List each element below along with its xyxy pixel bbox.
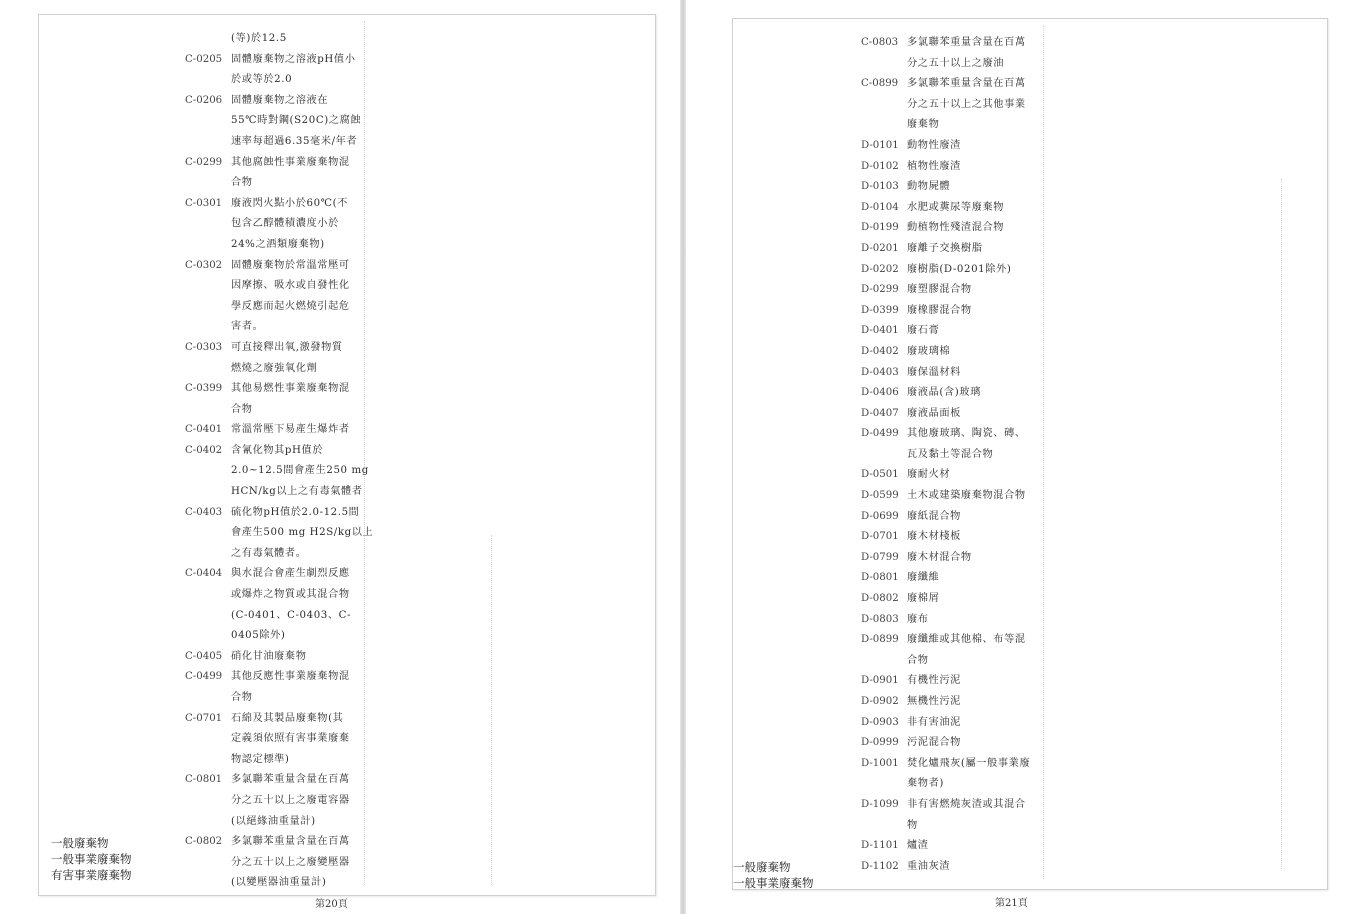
waste-code: D-0499 bbox=[861, 428, 899, 440]
waste-code: C-0399 bbox=[185, 383, 223, 395]
waste-code: D-0801 bbox=[861, 572, 899, 584]
waste-entry bbox=[185, 441, 375, 503]
description-line: 其他反應性事業廢棄物混 bbox=[231, 671, 350, 683]
description-line: 之有毒氣體者。 bbox=[231, 547, 307, 559]
description-line: 廢玻璃棉 bbox=[907, 345, 951, 357]
waste-description bbox=[907, 610, 1051, 631]
description-line: 動物性廢渣 bbox=[907, 139, 961, 151]
category-label: 一般廢棄物 bbox=[733, 860, 791, 874]
waste-entry bbox=[861, 507, 1051, 528]
waste-code: D-0399 bbox=[861, 304, 899, 316]
description-line: 多氯聯苯重量含量在百萬 bbox=[231, 836, 350, 848]
description-line: (C-0401、C-0403、C- bbox=[231, 609, 352, 621]
waste-entry bbox=[861, 713, 1051, 734]
description-line: 石綿及其製品廢棄物(其 bbox=[231, 712, 344, 724]
waste-description bbox=[907, 198, 1051, 219]
waste-entry bbox=[185, 647, 375, 668]
description-line: 廢木材混合物 bbox=[907, 551, 972, 563]
description-line: 廢橡膠混合物 bbox=[907, 304, 972, 316]
description-line: 棄物者) bbox=[907, 778, 944, 790]
description-line: 於或等於2.0 bbox=[231, 74, 293, 86]
description-line: 可直接釋出氧,激發物質 bbox=[231, 341, 343, 353]
waste-code: D-0999 bbox=[861, 737, 899, 749]
waste-code: D-0599 bbox=[861, 490, 899, 502]
page-number: 第21頁 bbox=[995, 898, 1028, 909]
description-line: 廢纖維 bbox=[907, 572, 940, 584]
waste-code: D-0903 bbox=[861, 716, 899, 728]
waste-code: D-0102 bbox=[861, 160, 899, 172]
waste-description bbox=[907, 754, 1051, 795]
description-line: 廢纖維或其他棉、布等混 bbox=[907, 634, 1026, 646]
waste-code: C-0401 bbox=[185, 424, 223, 436]
document-page-right bbox=[732, 18, 1328, 909]
waste-description bbox=[231, 91, 375, 153]
description-line: 硝化甘油廢棄物 bbox=[231, 650, 307, 662]
description-line: 2.0~12.5間會產生250 mg bbox=[231, 465, 369, 477]
waste-code: C-0206 bbox=[185, 94, 223, 106]
waste-code: D-1001 bbox=[861, 757, 899, 769]
waste-code: C-0205 bbox=[185, 53, 223, 65]
waste-code: C-0405 bbox=[185, 650, 223, 662]
waste-code: C-0403 bbox=[185, 506, 223, 518]
waste-code-list bbox=[861, 33, 1051, 877]
description-line: 廢液晶(含)玻璃 bbox=[907, 387, 981, 399]
waste-description bbox=[907, 260, 1051, 281]
column-rule bbox=[1281, 179, 1282, 869]
waste-description bbox=[907, 342, 1051, 363]
waste-code: C-0402 bbox=[185, 444, 223, 456]
waste-entry bbox=[861, 280, 1051, 301]
waste-entry bbox=[861, 33, 1051, 74]
waste-description bbox=[231, 256, 375, 338]
waste-code: C-0899 bbox=[861, 78, 899, 90]
waste-description bbox=[231, 709, 375, 771]
waste-entry bbox=[861, 527, 1051, 548]
waste-code: D-0899 bbox=[861, 634, 899, 646]
waste-description bbox=[907, 857, 1051, 878]
waste-code: C-0299 bbox=[185, 156, 223, 168]
description-line: 無機性污泥 bbox=[907, 696, 961, 707]
description-line: 廢紙混合物 bbox=[907, 510, 961, 522]
waste-code: C-0803 bbox=[861, 37, 899, 48]
waste-description bbox=[907, 486, 1051, 507]
category-label: 一般事業廢棄物 bbox=[733, 876, 814, 890]
waste-code: D-0201 bbox=[861, 242, 899, 254]
waste-code: D-0407 bbox=[861, 407, 899, 419]
description-line: 定義須依照有害事業廢棄 bbox=[231, 733, 350, 745]
waste-code bbox=[185, 29, 231, 50]
waste-description bbox=[907, 218, 1051, 239]
description-line: 固體廢棄物之溶液在 bbox=[231, 94, 329, 106]
description-line: 物 bbox=[907, 819, 918, 831]
description-line: (以變壓器油重量計) bbox=[231, 877, 327, 889]
waste-description bbox=[231, 379, 375, 420]
description-line: 分之五十以上之廢油 bbox=[907, 57, 1005, 69]
description-line: 有機性污泥 bbox=[907, 675, 961, 687]
waste-entry bbox=[861, 754, 1051, 795]
waste-description bbox=[907, 280, 1051, 301]
waste-description bbox=[907, 239, 1051, 260]
waste-entry bbox=[861, 610, 1051, 631]
waste-entry bbox=[861, 795, 1051, 836]
waste-description bbox=[907, 589, 1051, 610]
waste-entry bbox=[861, 424, 1051, 465]
waste-entry bbox=[861, 218, 1051, 239]
waste-code: C-0802 bbox=[185, 836, 223, 848]
category-label: 一般事業廢棄物 bbox=[51, 852, 132, 866]
waste-code: D-0403 bbox=[861, 366, 899, 378]
waste-code: D-0401 bbox=[861, 325, 899, 337]
waste-code: D-0802 bbox=[861, 593, 899, 605]
description-line: 55℃時對鋼(S20C)之腐蝕 bbox=[231, 115, 362, 127]
waste-description bbox=[907, 671, 1051, 692]
description-line: 其他易燃性事業廢棄物混 bbox=[231, 383, 350, 395]
waste-entry bbox=[861, 671, 1051, 692]
waste-description bbox=[231, 50, 375, 91]
waste-description bbox=[907, 157, 1051, 178]
description-line: 合物 bbox=[907, 654, 929, 666]
waste-entry bbox=[861, 857, 1051, 878]
description-line: 多氯聯苯重量含量在百萬 bbox=[231, 774, 350, 786]
description-line: 0405除外) bbox=[231, 630, 286, 642]
waste-description bbox=[231, 667, 375, 708]
waste-description bbox=[231, 647, 375, 668]
description-line: 廢布 bbox=[907, 613, 929, 625]
description-line: 植物性廢渣 bbox=[907, 160, 961, 172]
description-line: 廢棉屑 bbox=[907, 593, 940, 605]
description-line: 物認定標準) bbox=[231, 753, 290, 765]
waste-entry bbox=[861, 486, 1051, 507]
waste-entry bbox=[861, 321, 1051, 342]
waste-entry bbox=[185, 379, 375, 420]
waste-description bbox=[907, 136, 1051, 157]
waste-description bbox=[231, 832, 375, 894]
waste-description bbox=[231, 441, 375, 503]
waste-entry bbox=[185, 338, 375, 379]
waste-entry bbox=[861, 301, 1051, 322]
description-line: 水肥或糞尿等廢棄物 bbox=[907, 201, 1005, 213]
description-line: 含氰化物其pH值於 bbox=[231, 444, 324, 456]
waste-description bbox=[231, 770, 375, 832]
description-line: (以絕緣油重量計) bbox=[231, 815, 316, 827]
description-line: 燃燒之廢強氧化劑 bbox=[231, 362, 318, 374]
waste-entry bbox=[861, 465, 1051, 486]
description-line: 速率每超過6.35毫米/年者 bbox=[231, 135, 358, 147]
document-page-left bbox=[38, 14, 656, 910]
waste-code: D-0199 bbox=[861, 222, 899, 234]
description-line: HCN/kg以上之有毒氣體者 bbox=[231, 486, 363, 498]
waste-entry bbox=[861, 157, 1051, 178]
description-line: 其他腐蝕性事業廢棄物混 bbox=[231, 156, 350, 168]
waste-entry bbox=[861, 383, 1051, 404]
waste-description bbox=[907, 465, 1051, 486]
waste-description bbox=[907, 177, 1051, 198]
waste-code: C-0302 bbox=[185, 259, 223, 271]
description-line: 廢樹脂(D-0201除外) bbox=[907, 263, 1012, 275]
waste-entry bbox=[861, 589, 1051, 610]
category-labels bbox=[733, 859, 814, 891]
description-line: 廢離子交換樹脂 bbox=[907, 242, 983, 254]
waste-description bbox=[907, 692, 1051, 713]
waste-code: D-0799 bbox=[861, 551, 899, 563]
book-spine bbox=[680, 0, 686, 914]
description-line: 非有害油泥 bbox=[907, 716, 961, 728]
waste-code: D-0103 bbox=[861, 181, 899, 193]
category-labels bbox=[51, 835, 132, 883]
waste-code: C-0303 bbox=[185, 341, 223, 353]
description-line: 包含乙醇體積濃度小於 bbox=[231, 218, 339, 230]
waste-code-list bbox=[185, 29, 375, 894]
description-line: 廢石膏 bbox=[907, 325, 940, 337]
waste-description bbox=[907, 527, 1051, 548]
waste-description bbox=[231, 153, 375, 194]
description-line: 或爆炸之物質或其混合物 bbox=[231, 589, 350, 601]
waste-code: D-0299 bbox=[861, 284, 899, 296]
waste-entry bbox=[861, 630, 1051, 671]
description-line: (等)於12.5 bbox=[231, 33, 287, 44]
waste-description bbox=[907, 383, 1051, 404]
waste-entry bbox=[185, 709, 375, 771]
waste-entry bbox=[185, 29, 375, 50]
description-line: 合物 bbox=[231, 177, 253, 189]
waste-entry bbox=[861, 260, 1051, 281]
description-line: 廢液晶面板 bbox=[907, 407, 961, 419]
waste-description bbox=[907, 363, 1051, 384]
waste-description bbox=[907, 74, 1051, 136]
description-line: 非有害燃燒灰渣或其混合 bbox=[907, 798, 1026, 810]
description-line: 廢保溫材料 bbox=[907, 366, 961, 378]
waste-description bbox=[907, 836, 1051, 857]
waste-entry bbox=[861, 198, 1051, 219]
description-line: 動物屍體 bbox=[907, 181, 951, 193]
waste-entry bbox=[861, 363, 1051, 384]
waste-code: D-1101 bbox=[861, 840, 899, 852]
description-line: 學反應而起火燃燒引起危 bbox=[231, 300, 350, 312]
description-line: 污泥混合物 bbox=[907, 737, 961, 749]
description-line: 瓦及黏土等混合物 bbox=[907, 448, 994, 460]
waste-description bbox=[907, 424, 1051, 465]
waste-code: D-0699 bbox=[861, 510, 899, 522]
waste-entry bbox=[185, 832, 375, 894]
waste-description bbox=[231, 420, 375, 441]
page-number: 第20頁 bbox=[315, 899, 348, 910]
description-line: 廢耐火材 bbox=[907, 469, 951, 481]
waste-code: D-0701 bbox=[861, 531, 899, 543]
category-label: 一般廢棄物 bbox=[51, 836, 109, 850]
column-rule bbox=[491, 535, 492, 885]
description-line: 多氯聯苯重量含量在百萬 bbox=[907, 37, 1026, 48]
waste-entry bbox=[861, 836, 1051, 857]
description-line: 分之五十以上之其他事業 bbox=[907, 98, 1026, 110]
waste-entry bbox=[861, 548, 1051, 569]
waste-description bbox=[231, 194, 375, 256]
waste-code: D-0501 bbox=[861, 469, 899, 481]
waste-code: D-0402 bbox=[861, 345, 899, 357]
waste-description bbox=[907, 33, 1051, 74]
description-line: 爐渣 bbox=[907, 840, 929, 852]
waste-entry bbox=[861, 733, 1051, 754]
waste-description bbox=[231, 503, 375, 565]
waste-description bbox=[907, 568, 1051, 589]
waste-description bbox=[907, 404, 1051, 425]
waste-description bbox=[231, 564, 375, 646]
waste-description bbox=[907, 321, 1051, 342]
description-line: 害者。 bbox=[231, 321, 264, 333]
description-line: 24%之酒類廢棄物) bbox=[231, 238, 325, 250]
description-line: 固體廢棄物於常溫常壓可 bbox=[231, 259, 350, 271]
description-line: 與水混合會產生劇烈反應 bbox=[231, 568, 350, 580]
waste-entry bbox=[185, 420, 375, 441]
waste-entry bbox=[861, 342, 1051, 363]
description-line: 多氯聯苯重量含量在百萬 bbox=[907, 78, 1026, 90]
waste-code: C-0404 bbox=[185, 568, 223, 580]
category-label: 有害事業廢棄物 bbox=[51, 868, 132, 882]
waste-code: D-1099 bbox=[861, 798, 899, 810]
waste-description bbox=[907, 630, 1051, 671]
description-line: 硫化物pH值於2.0-12.5間 bbox=[231, 506, 360, 518]
waste-entry bbox=[185, 153, 375, 194]
waste-entry bbox=[185, 770, 375, 832]
description-line: 廢液閃火點小於60℃(不 bbox=[231, 197, 349, 209]
waste-entry bbox=[185, 503, 375, 565]
waste-code: C-0701 bbox=[185, 712, 223, 724]
waste-entry bbox=[185, 194, 375, 256]
waste-code: D-0101 bbox=[861, 139, 899, 151]
description-line: 分之五十以上之廢變壓器 bbox=[231, 856, 350, 868]
description-line: 其他廢玻璃、陶瓷、磚、 bbox=[907, 428, 1026, 440]
description-line: 固體廢棄物之溶液pH值小 bbox=[231, 53, 356, 65]
description-line: 常溫常壓下易產生爆炸者 bbox=[231, 424, 350, 436]
waste-description bbox=[907, 713, 1051, 734]
waste-code: D-0803 bbox=[861, 613, 899, 625]
waste-entry bbox=[861, 136, 1051, 157]
waste-entry bbox=[185, 564, 375, 646]
description-line: 土木或建築廢棄物混合物 bbox=[907, 490, 1026, 502]
waste-entry bbox=[185, 50, 375, 91]
waste-code: D-0901 bbox=[861, 675, 899, 687]
waste-code: D-0104 bbox=[861, 201, 899, 213]
waste-code: D-1102 bbox=[861, 860, 899, 872]
description-line: 合物 bbox=[231, 403, 253, 415]
waste-code: D-0902 bbox=[861, 696, 899, 707]
description-line: 廢木材棧板 bbox=[907, 531, 961, 543]
description-line: 分之五十以上之廢電容器 bbox=[231, 794, 350, 806]
waste-entry bbox=[185, 91, 375, 153]
waste-description bbox=[231, 29, 375, 50]
waste-code: C-0801 bbox=[185, 774, 223, 786]
waste-entry bbox=[185, 667, 375, 708]
description-line: 會產生500 mg H2S/kg以上 bbox=[231, 527, 374, 539]
waste-description bbox=[907, 301, 1051, 322]
waste-code: D-0202 bbox=[861, 263, 899, 275]
waste-entry bbox=[861, 177, 1051, 198]
description-line: 因摩擦、吸水或自發性化 bbox=[231, 280, 350, 292]
description-line: 動植物性殘渣混合物 bbox=[907, 222, 1005, 234]
waste-description bbox=[907, 507, 1051, 528]
description-line: 焚化爐飛灰(屬一般事業廢 bbox=[907, 757, 1031, 769]
waste-entry bbox=[861, 74, 1051, 136]
waste-entry bbox=[861, 692, 1051, 713]
waste-entry bbox=[861, 404, 1051, 425]
waste-description bbox=[907, 733, 1051, 754]
waste-entry bbox=[861, 568, 1051, 589]
waste-description bbox=[231, 338, 375, 379]
description-line: 合物 bbox=[231, 692, 253, 703]
description-line: 廢塑膠混合物 bbox=[907, 284, 972, 296]
waste-code: C-0301 bbox=[185, 197, 223, 209]
waste-code: C-0499 bbox=[185, 671, 223, 683]
waste-description bbox=[907, 548, 1051, 569]
waste-description bbox=[907, 795, 1051, 836]
waste-code: D-0406 bbox=[861, 387, 899, 399]
description-line: 重油灰渣 bbox=[907, 860, 951, 872]
description-line: 廢棄物 bbox=[907, 119, 940, 131]
waste-entry bbox=[185, 256, 375, 338]
waste-entry bbox=[861, 239, 1051, 260]
